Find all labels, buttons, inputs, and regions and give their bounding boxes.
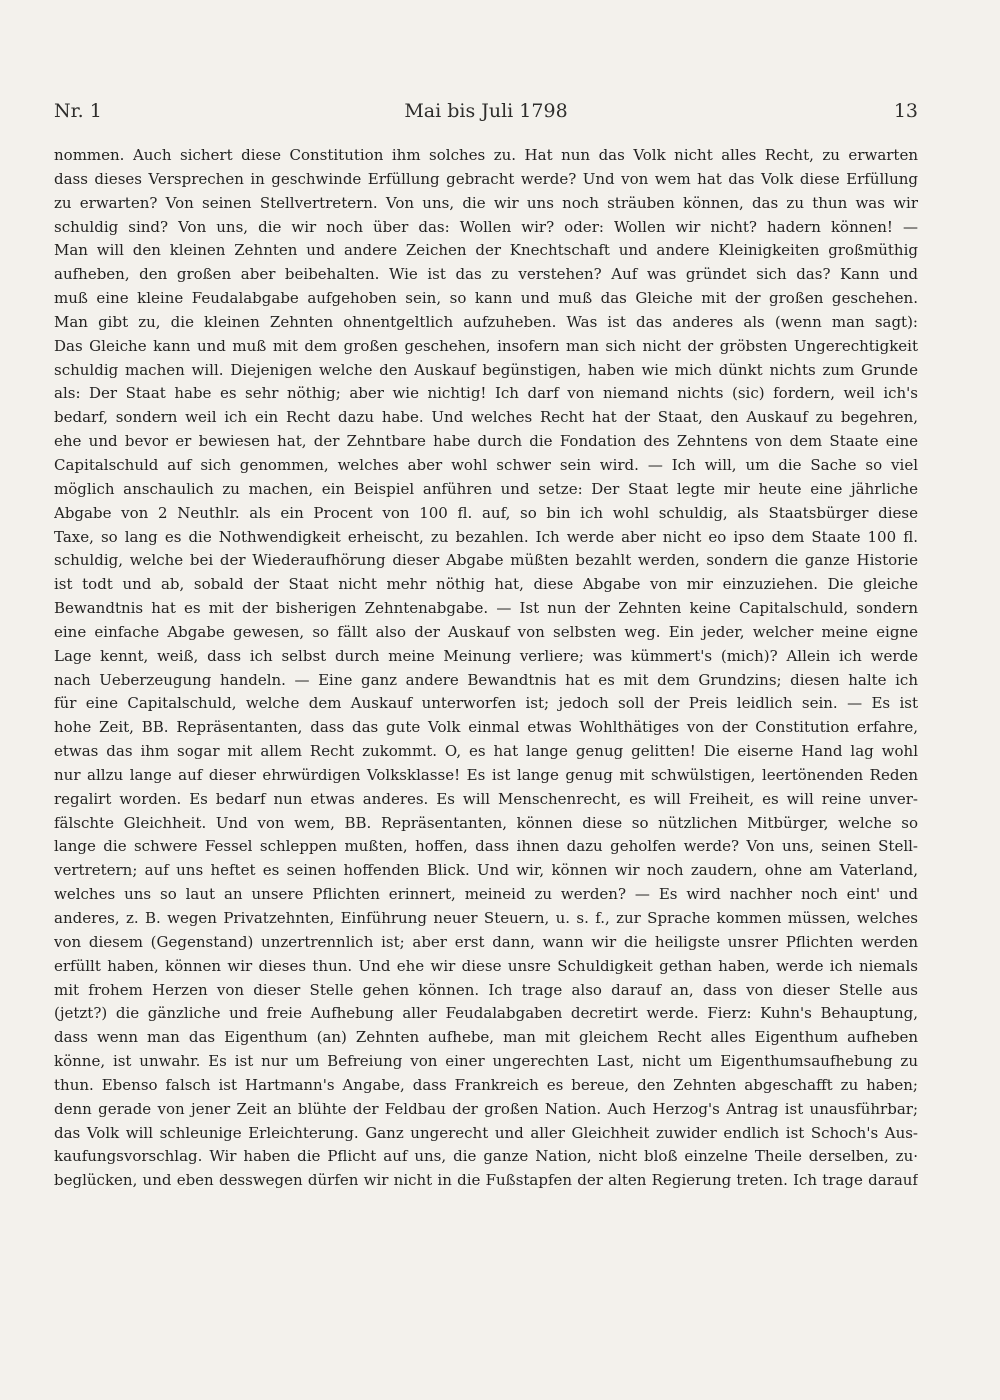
page-header	[54, 100, 918, 130]
text-line: als: Der Staat habe es sehr nöthig; aber wie nichtig! Ich darf von niemand nichts (sic) fordern, weil ich's	[54, 384, 918, 403]
text-line: Lage kennt, weiß, dass ich selbst durch meine Meinung verliere; was kümmert's (mich)? Allein ich werde	[54, 646, 918, 665]
text-line: fälschte Gleichheit. Und von wem, BB. Repräsentanten, können diese so nützlichen Mitbürger, welche so	[54, 813, 918, 832]
text-line: hohe Zeit, BB. Repräsentanten, dass das gute Volk einmal etwas Wohlthätiges von der Constitution erfahre,	[54, 718, 918, 737]
text-line: schuldig sind? Von uns, die wir noch über das: Wollen wir? oder: Wollen wir nicht? hadern können! —	[54, 217, 918, 236]
text-line: schuldig machen will. Diejenigen welche den Auskauf begünstigen, haben wie mich dünkt nichts zum Grunde	[54, 360, 918, 379]
running-title: Mai bis Juli 1798	[404, 100, 568, 122]
text-line: beglücken, und eben desswegen dürfen wir nicht in die Fußstapfen der alten Regierung treten. Ich trage darauf	[54, 1171, 918, 1190]
text-line: nach Ueberzeugung handeln. — Eine ganz andere Bewandtnis hat es mit dem Grundzins; diesen halte ich	[54, 670, 918, 689]
text-line: für eine Capitalschuld, welche dem Auskauf unterworfen ist; jedoch soll der Preis leidlich sein. — Es ist	[54, 694, 918, 713]
text-line: aufheben, den großen aber beibehalten. Wie ist das zu verstehen? Auf was gründet sich das? Kann und	[54, 265, 918, 284]
text-line: dass wenn man das Eigenthum (an) Zehnten aufhebe, man mit gleichem Recht alles Eigenthum aufheben	[54, 1028, 918, 1047]
text-line: möglich anschaulich zu machen, ein Beispiel anführen und setze: Der Staat legte mir heute eine jährliche	[54, 479, 918, 498]
text-line: schuldig, welche bei der Wiederaufhörung dieser Abgabe müßten bezahlt werden, sondern die ganze Historie	[54, 551, 918, 570]
text-line: ist todt und ab, sobald der Staat nicht mehr nöthig hat, diese Abgabe von mir einzuziehen. Die gleiche	[54, 575, 918, 594]
text-line: lange die schwere Fessel schleppen mußten, hoffen, dass ihnen dazu geholfen werde? Von uns, seinen Stell-	[54, 837, 918, 856]
body-text	[54, 144, 918, 1193]
text-line: dass dieses Versprechen in geschwinde Erfüllung gebracht werde? Und von wem hat das Volk diese Erfüllung	[54, 169, 918, 188]
text-line: das Volk will schleunige Erleichterung. Ganz ungerecht und aller Gleichheit zuwider endlich ist Schoch's Aus-	[54, 1123, 918, 1142]
text-line: von diesem (Gegenstand) unzertrennlich ist; aber erst dann, wann wir die heiligste unsrer Pflichten werden	[54, 932, 918, 951]
text-line: denn gerade von jener Zeit an blühte der Feldbau der großen Nation. Auch Herzog's Antrag ist unausführbar;	[54, 1099, 918, 1118]
text-line: Capitalschuld auf sich genommen, welches aber wohl schwer sein wird. — Ich will, um die Sache so viel	[54, 455, 918, 474]
text-line: Taxe, so lang es die Nothwendigkeit erheischt, zu bezahlen. Ich werde aber nicht eo ipso dem Staate 100 fl.	[54, 527, 918, 546]
text-line: Bewandtnis hat es mit der bisherigen Zehntenabgabe. — Ist nun der Zehnten keine Capitalschuld, sondern	[54, 599, 918, 618]
text-line: könne, ist unwahr. Es ist nur um Befreiung von einer ungerechten Last, nicht um Eigenthumsaufhebung zu	[54, 1052, 918, 1071]
text-line: ehe und bevor er bewiesen hat, der Zehntbare habe durch die Fondation des Zehntens von dem Staate eine	[54, 432, 918, 451]
text-line: kaufungsvorschlag. Wir haben die Pflicht auf uns, die ganze Nation, nicht bloß einzelne Theile derselben, zu·	[54, 1147, 918, 1166]
text-line: muß eine kleine Feudalabgabe aufgehoben sein, so kann und muß das Gleiche mit der großen geschehen.	[54, 289, 918, 308]
text-line: mit frohem Herzen von dieser Stelle gehen können. Ich trage also darauf an, dass von dieser Stelle aus	[54, 980, 918, 999]
issue-number: Nr. 1	[54, 100, 102, 122]
text-line: Man will den kleinen Zehnten und andere Zeichen der Knechtschaft und andere Kleinigkeiten großmüthig	[54, 241, 918, 260]
text-line: (jetzt?) die gänzliche und freie Aufhebung aller Feudalabgaben decretirt werde. Fierz: Kuhn's Behauptung,	[54, 1004, 918, 1023]
text-line: zu erwarten? Von seinen Stellvertretern. Von uns, die wir uns noch sträuben können, das zu thun was wir	[54, 193, 918, 212]
text-line: etwas das ihm sogar mit allem Recht zukommt. O, es hat lange genug gelitten! Die eiserne Hand lag wohl	[54, 742, 918, 761]
text-line: thun. Ebenso falsch ist Hartmann's Angabe, dass Frankreich es bereue, den Zehnten abgeschafft zu haben;	[54, 1075, 918, 1094]
text-line: welches uns so laut an unsere Pflichten erinnert, meineid zu werden? — Es wird nachher noch eint' und	[54, 885, 918, 904]
text-line: regalirt worden. Es bedarf nun etwas anderes. Es will Menschenrecht, es will Freiheit, es will reine unver-	[54, 789, 918, 808]
text-line: vertretern; auf uns heftet es seinen hoffenden Blick. Und wir, können wir noch zaudern, ohne am Vaterland,	[54, 861, 918, 880]
text-line: nommen. Auch sichert diese Constitution ihm solches zu. Hat nun das Volk nicht alles Recht, zu erwarten	[54, 146, 918, 164]
text-line: erfüllt haben, können wir dieses thun. Und ehe wir diese unsre Schuldigkeit gethan haben, werde ich niemals	[54, 956, 918, 975]
text-line: nur allzu lange auf dieser ehrwürdigen Volksklasse! Es ist lange genug mit schwülstigen, leertönenden Reden	[54, 765, 918, 784]
text-line: eine einfache Abgabe gewesen, so fällt also der Auskauf von selbsten weg. Ein jeder, welcher meine eigne	[54, 622, 918, 641]
text-line: anderes, z. B. wegen Privatzehnten, Einführung neuer Steuern, u. s. f., zur Sprache kommen müssen, welches	[54, 909, 918, 927]
text-line: Abgabe von 2 Neuthlr. als ein Procent von 100 fl. auf, so bin ich wohl schuldig, als Staatsbürger diese	[54, 503, 918, 522]
text-line: bedarf, sondern weil ich ein Recht dazu habe. Und welches Recht hat der Staat, den Auskauf zu begehren,	[54, 408, 918, 427]
text-line: Das Gleiche kann und muß mit dem großen geschehen, insofern man sich nicht der gröbsten Ungerechtigkeit	[54, 336, 918, 355]
page-number: 13	[893, 100, 918, 122]
text-line: Man gibt zu, die kleinen Zehnten ohnentgeltlich aufzuheben. Was ist das anderes als (wenn man sagt):	[54, 312, 918, 331]
